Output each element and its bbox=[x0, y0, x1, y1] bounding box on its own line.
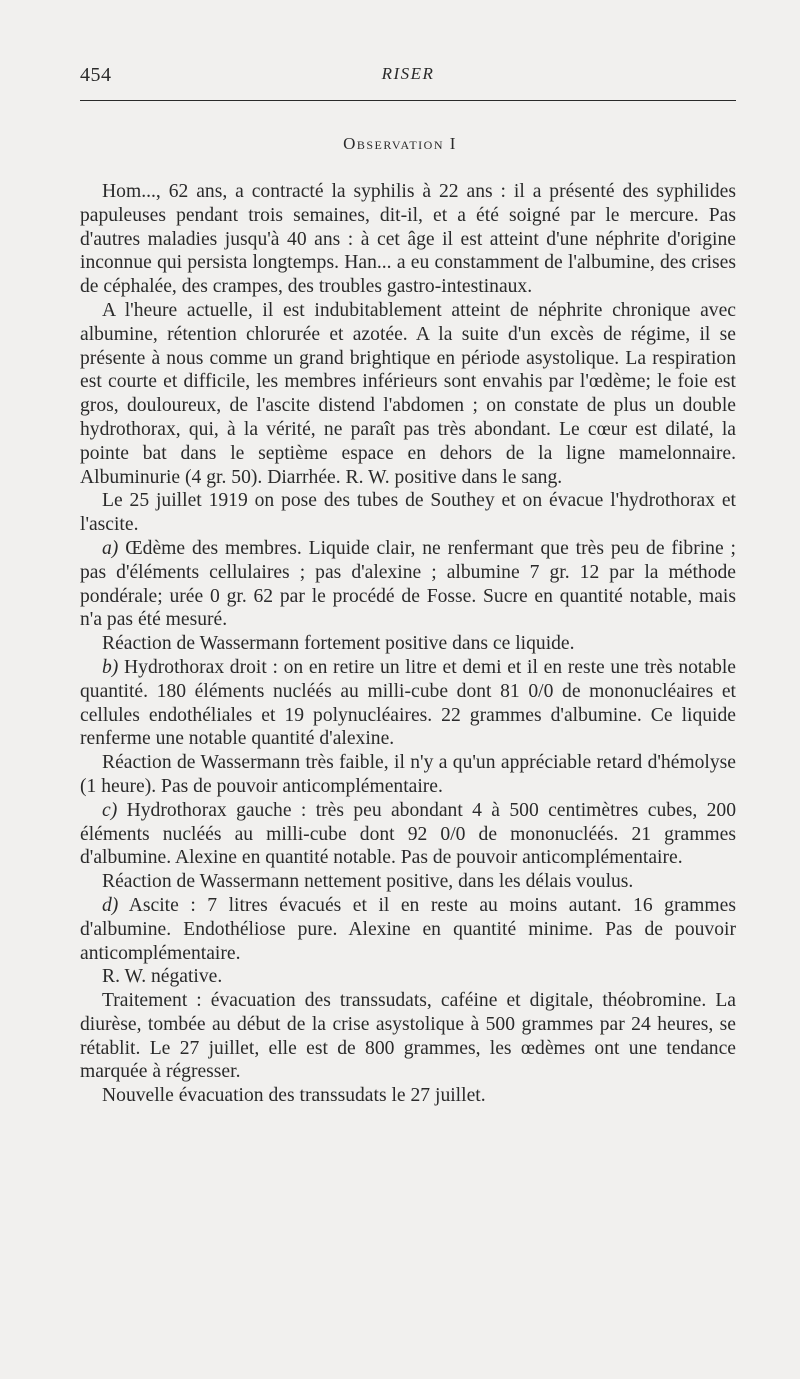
item-c-text: Hydrothorax gauche : très peu abondant 4 à 500 centimètres cubes, 200 éléments nucléés au milli-cube dont 92 0/0 de mononucléés. 21 grammes d'albumine. Alexine en quantité notable. Pas de pouvoir anticomplémentaire. bbox=[80, 799, 736, 869]
item-d bbox=[80, 894, 736, 965]
item-a-follow: Réaction de Wassermann fortement positive dans ce liquide. bbox=[102, 633, 575, 655]
item-d-follow: R. W. négative. bbox=[102, 966, 223, 988]
item-a-text: Œdème des membres. Liquide clair, ne renfermant que très peu de fibrine ; pas d'éléments cellulaires ; pas d'alexine ; albumine 7 gr. 12 par la méthode pondérale; urée 0 gr. 62 par le procédé de Fosse. Sucre en quantité notable, mais n'a pas été mesuré. bbox=[80, 537, 736, 631]
page-number: 454 bbox=[80, 64, 112, 86]
paragraph-history: Hom..., 62 ans, a contracté la syphilis à 22 ans : il a présenté des syphilides papuleuses pendant trois semaines, dit-il, et a été soigné par le mercure. Pas d'autres maladies jusqu'à 40 ans : à cet âge il est atteint d'une néphrite d'origine inconnue qui persista longtemps. Han... a eu constamment de l'albumine, des crises de céphalée, des crampes, des troubles gastro-intestinaux. bbox=[80, 181, 736, 298]
paragraph-treatment: Traitement : évacuation des transsudats, caféine et digitale, théobromine. La diurèse, tombée au début de la crise asystolique à 500 grammes par 24 heures, se rétablit. Le 27 juillet, elle est de 800 grammes, les œdèmes ont une tendance marquée à régresser. bbox=[80, 990, 736, 1083]
paragraph-procedure: Le 25 juillet 1919 on pose des tubes de Southey et on évacue l'hydrothorax et l'ascite. bbox=[80, 490, 736, 536]
paragraph-new-evacuation: Nouvelle évacuation des transsudats le 27 juillet. bbox=[102, 1085, 486, 1107]
item-b-label: b) bbox=[102, 656, 119, 678]
item-a-label: a) bbox=[102, 537, 119, 559]
item-d-text: Ascite : 7 litres évacués et il en reste au moins autant. 16 grammes d'albumine. Endothéliose pure. Alexine en quantité minime. Pas de pouvoir anticomplémentaire. bbox=[80, 894, 736, 964]
item-d-label: d) bbox=[102, 894, 119, 916]
item-c bbox=[80, 799, 736, 870]
item-b-text: Hydrothorax droit : on en retire un litre et demi et il en reste une très notable quantité. 180 éléments nucléés au milli-cube dont 81 0/0 de mononucléaires et cellules endothéliales et 19 polynucléaires. 22 grammes d'albumine. Ce liquide renferme une notable quantité d'alexine. bbox=[80, 656, 737, 750]
running-head bbox=[80, 64, 736, 94]
running-title: RISER bbox=[381, 64, 435, 83]
item-b bbox=[80, 656, 736, 751]
item-c-label: c) bbox=[102, 799, 118, 821]
body-text bbox=[80, 180, 736, 1108]
section-title: Observation I bbox=[343, 134, 457, 153]
paragraph-current-state: A l'heure actuelle, il est indubitablement atteint de néphrite chronique avec albumine, rétention chlorurée et azotée. A la suite d'un excès de régime, il se présente à nous comme un grand brightique en période asystolique. La respiration est courte et difficile, les membres inférieurs sont envahis par l'œdème; le foie est gros, douloureux, de l'ascite distend l'abdomen ; on constate de plus un double hydrothorax, qui, à la vérité, ne paraît pas très abondant. Le cœur est dilaté, la pointe bat dans le septième espace en dehors de la ligne mamelonnaire. Albuminurie (4 gr. 50). Diarrhée. R. W. positive dans le sang. bbox=[80, 299, 736, 488]
header-rule bbox=[80, 100, 736, 101]
item-a bbox=[80, 537, 736, 632]
item-c-follow: Réaction de Wassermann nettement positive, dans les délais voulus. bbox=[102, 871, 634, 893]
item-b-follow: Réaction de Wassermann très faible, il n'y a qu'un appréciable retard d'hémolyse (1 heure). Pas de pouvoir anticomplémentaire. bbox=[80, 752, 736, 797]
